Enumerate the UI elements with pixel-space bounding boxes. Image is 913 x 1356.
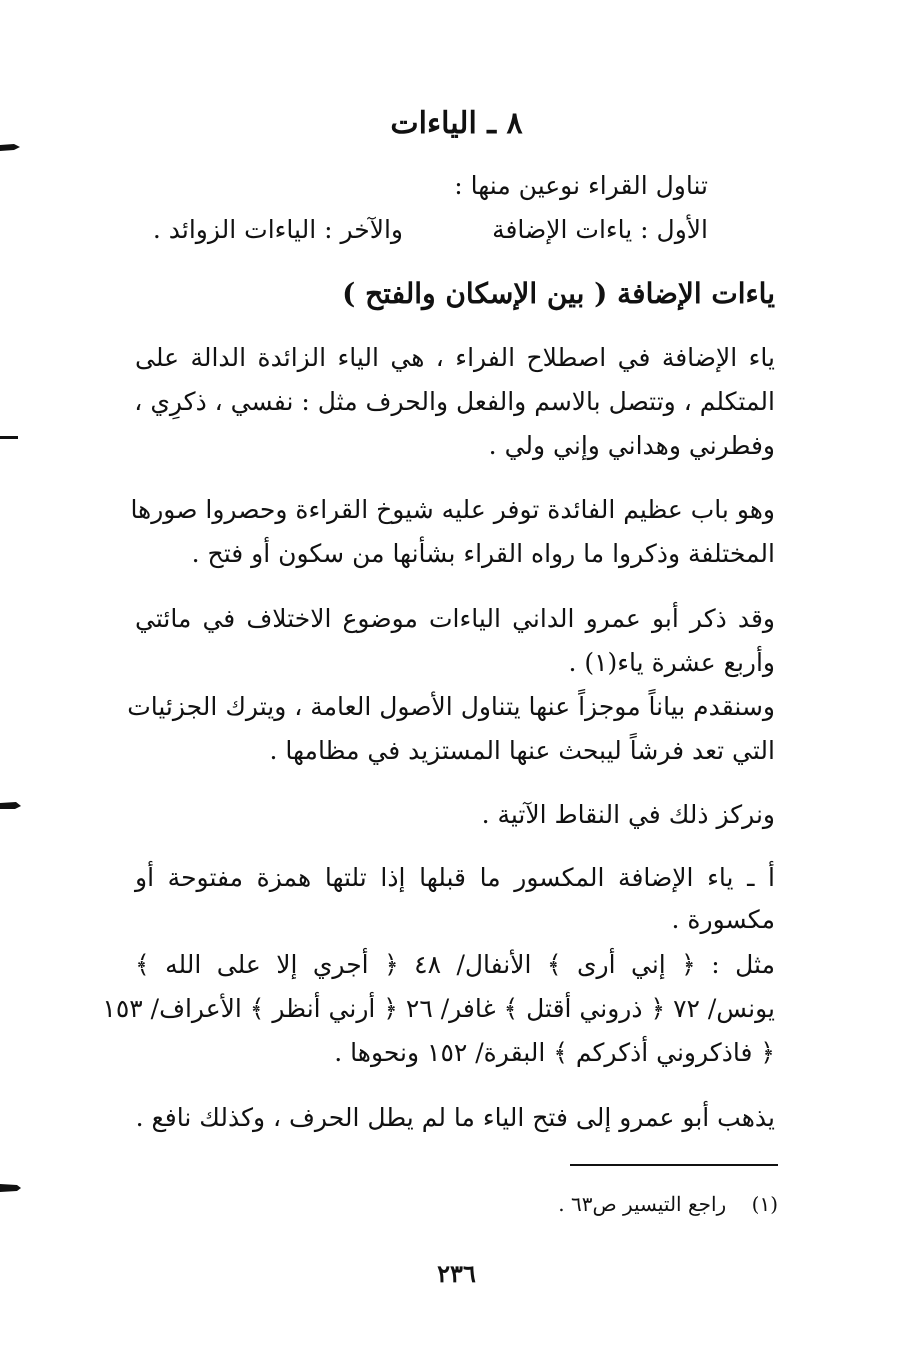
paragraph-line: وقد ذكر أبو عمرو الداني الياءات موضوع الاختلاف في مائتي [135, 604, 775, 633]
intro-second-type: والآخر : الياءات الزوائد . [152, 215, 403, 244]
paragraph-line: أ ـ ياء الإضافة المكسور ما قبلها إذا تلتها همزة مفتوحة أو [135, 863, 775, 892]
paragraph-line: مكسورة . [671, 905, 775, 934]
page-number: ٢٣٦ [437, 1259, 476, 1288]
binding-mark [0, 432, 22, 444]
paragraph-line: وهو باب عظيم الفائدة توفر عليه شيوخ القراءة وحصروا صورها [130, 495, 775, 524]
paragraph-line: ونركز ذلك في النقاط الآتية . [481, 800, 775, 829]
paragraph-line: وسنقدم بياناً موجزاً عنها يتناول الأصول العامة ، ويترك الجزئيات [127, 692, 775, 721]
paragraph-line: وأربع عشرة ياء(١) . [568, 648, 775, 677]
intro-first-type: الأول : ياءات الإضافة [492, 215, 708, 244]
binding-mark [0, 800, 22, 812]
intro-line: تناول القراء نوعين منها : [454, 171, 708, 200]
footnote [558, 1187, 778, 1221]
paragraph-line: المتكلم ، وتتصل بالاسم والفعل والحرف مثل : نفسي ، ذكرِي ، [134, 387, 775, 416]
paragraph-line: التي تعد فرشاً ليبحث عنها المستزيد في مظامها . [269, 736, 775, 765]
paragraph-line: يونس/ ٧٢ ﴿ ذروني أقتل ﴾ غافر/ ٢٦ ﴿ أرني أنظر ﴾ الأعراف/ ١٥٣ [102, 994, 775, 1023]
paragraph-line: ﴿ فاذكروني أذكركم ﴾ البقرة/ ١٥٢ ونحوها . [334, 1038, 775, 1067]
footnote-divider [570, 1164, 778, 1166]
binding-mark [0, 142, 22, 154]
paragraph-line: وفطرني وهداني وإني ولي . [488, 431, 775, 460]
paragraph-line: ياء الإضافة في اصطلاح الفراء ، هي الياء الزائدة الدالة على [135, 343, 775, 372]
binding-mark [0, 1182, 22, 1194]
footnote-marker: (١) [751, 1192, 778, 1216]
section-heading: ياءات الإضافة ( بين الإسكان والفتح ) [342, 277, 775, 310]
paragraph-line: مثل : ﴿ إني أرى ﴾ الأنفال/ ٤٨ ﴿ أجري إلا على الله ﴾ [135, 950, 775, 979]
paragraph-line: المختلفة وذكروا ما رواه القراء بشأنها من سكون أو فتح . [191, 539, 775, 568]
chapter-title: ٨ ـ الياءات [390, 106, 523, 141]
footnote-text: راجع التيسير ص٦٣ . [558, 1192, 727, 1216]
paragraph-line: يذهب أبو عمرو إلى فتح الياء ما لم يطل الحرف ، وكذلك نافع . [135, 1103, 775, 1132]
